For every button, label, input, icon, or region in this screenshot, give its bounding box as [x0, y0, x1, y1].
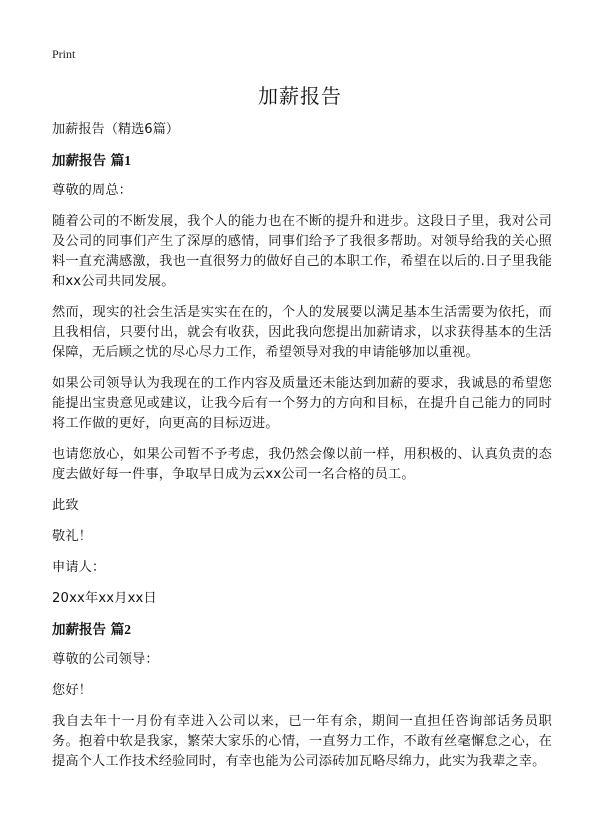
print-link[interactable]: Print	[52, 47, 76, 61]
section-heading	[52, 620, 552, 640]
salute: 敬礼！	[52, 529, 93, 544]
hello-line: 您好！	[52, 683, 93, 698]
section-1	[52, 151, 552, 609]
section-heading-text: 加薪报告 篇	[52, 622, 125, 638]
section-heading-text: 加薪报告 篇	[52, 153, 125, 169]
section-heading	[52, 151, 552, 171]
section-heading-number: 2	[124, 622, 131, 637]
paragraph: 如果公司领导认为我现在的工作内容及质量还未能达到加薪的要求，我诚恳的希望您能提出宝贵意见或建议，让我今后有一个努力的方向和目标，在提升自己能力的同时将工作做的更好，向更高的目标迈进。	[52, 376, 552, 431]
paragraph: 也请您放心，如果公司暂不予考虑，我仍然会像以前一样，用积极的、认真负责的态度去做好每一件事，争取早日成为云xx公司一名合格的员工。	[52, 447, 552, 482]
greeting: 尊敬的周总：	[52, 183, 133, 198]
section-heading-number: 1	[124, 153, 131, 168]
applicant-label: 申请人：	[52, 560, 106, 575]
greeting: 尊敬的公司领导：	[52, 652, 159, 667]
document-subtitle: 加薪报告（精选6篇）	[52, 122, 180, 137]
closing: 此致	[52, 498, 79, 513]
paragraph: 我自去年十一月份有幸进入公司以来，已一年有余，期间一直担任咨询部话务员职务。抱着中软是我家，繁荣大家乐的心情，一直努力工作，不敢有丝毫懈怠之心，在提高个人工作技术经验同时，有幸也能为公司添砖加瓦略尽绵力，此实为我辈之幸。	[52, 714, 552, 769]
page-title: 加薪报告	[258, 84, 342, 108]
date-line: 20xx年xx月xx日	[52, 591, 157, 606]
document-body	[52, 120, 552, 783]
paragraph: 随着公司的不断发展，我个人的能力也在不断的提升和进步。这段日子里，我对公司及公司的同事们产生了深厚的感情，同事们给予了我很多帮助。对领导给我的关心照料一直充满感激，我也一直很努力的做好自己的本职工作，希望在以后的.日子里我能和xx公司共同发展。	[52, 214, 552, 289]
section-2	[52, 620, 552, 772]
paragraph: 然而，现实的社会生活是实实在在的，个人的发展要以满足基本生活需要为依托，而且我相信，只要付出，就会有收获，因此我向您提出加薪请求，以求获得基本的生活保障，无后顾之忧的尽心尽力工作，希望领导对我的申请能够加以重视。	[52, 305, 552, 360]
